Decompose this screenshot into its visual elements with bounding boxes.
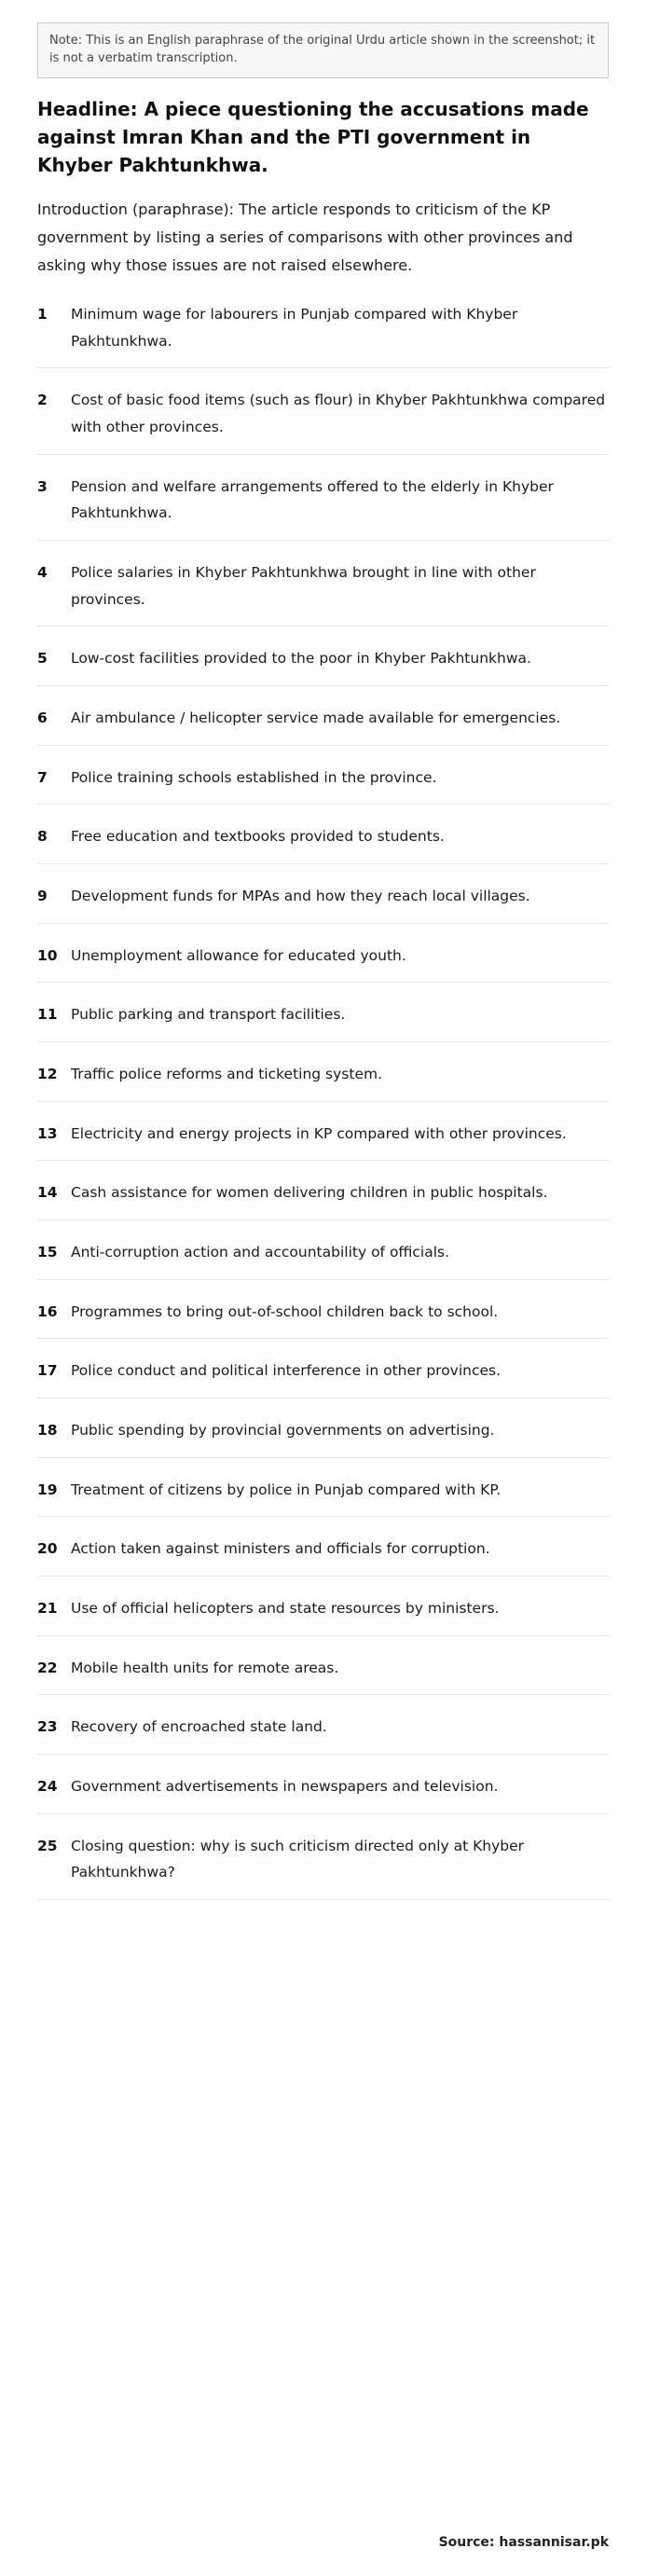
list-item [37,943,609,984]
item-number: 22 [37,1659,58,1676]
item-number: 21 [37,1599,58,1617]
list-item [37,1417,609,1458]
item-number: 7 [37,768,48,786]
item-text: Unemployment allowance for educated youth. [71,946,406,964]
list-item [37,1357,609,1398]
item-text: Anti-corruption action and accountability of officials. [71,1243,450,1260]
item-text: Public parking and transport facilities. [71,1006,346,1024]
item-number: 16 [37,1302,58,1320]
item-number: 23 [37,1718,58,1736]
source-line: Source: hassannisar.pk [438,2535,609,2550]
list-item [37,1179,609,1220]
list-item [37,1299,609,1340]
item-text: Recovery of encroached state land. [71,1718,327,1736]
item-text: Closing question: why is such criticism directed only at Khyber Pakhtunkhwa? [71,1837,525,1881]
list-item [37,559,609,627]
item-text: Mobile health units for remote areas. [71,1659,339,1676]
item-number: 19 [37,1481,58,1498]
item-text: Low-cost facilities provided to the poor in Khyber Pakhtunkhwa. [71,650,531,668]
item-text: Public spending by provincial governments on advertising. [71,1421,495,1439]
item-text: Police salaries in Khyber Pakhtunkhwa brought in line with other provinces. [71,563,536,608]
item-number: 13 [37,1124,58,1142]
item-number: 8 [37,828,48,846]
item-text: Traffic police reforms and ticketing system. [71,1065,383,1082]
list-item [37,1773,609,1814]
item-text: Pension and welfare arrangements offered to the elderly in Khyber Pakhtunkhwa. [71,477,554,522]
item-number: 17 [37,1362,58,1380]
article-page [37,22,609,2550]
list-item [37,1239,609,1280]
article-headline: Headline: A piece questioning the accusations made against Imran Khan and the PTI government in Khyber Pakhtunkhwa. [37,97,589,176]
item-text: Air ambulance / helicopter service made available for emergencies. [71,709,561,726]
item-number: 5 [37,650,48,668]
item-text: Action taken against ministers and officials for corruption. [71,1540,490,1558]
item-text: Government advertisements in newspapers and television. [71,1778,499,1795]
item-number: 10 [37,946,58,964]
list-item [37,1655,609,1696]
item-text: Treatment of citizens by police in Punjab compared with KP. [71,1481,502,1498]
item-number: 12 [37,1065,58,1082]
item-number: 18 [37,1421,58,1439]
item-text: Cash assistance for women delivering children in public hospitals. [71,1184,548,1202]
item-text: Use of official helicopters and state resources by ministers. [71,1599,500,1617]
item-number: 11 [37,1006,58,1024]
list-item [37,1477,609,1518]
item-number: 24 [37,1778,58,1795]
paraphrase-notice: Note: This is an English paraphrase of the original Urdu article shown in the screenshot; it is not a verbatim transcription. [37,22,609,78]
item-text: Electricity and energy projects in KP compared with other provinces. [71,1124,567,1142]
list-item [37,645,609,686]
list-item [37,1595,609,1636]
list-item [37,1833,609,1900]
list-item [37,474,609,541]
list-item [37,705,609,746]
list-item [37,301,609,368]
item-number: 4 [37,563,48,581]
item-number: 14 [37,1184,58,1202]
item-number: 20 [37,1540,58,1558]
item-list [37,301,609,2518]
item-text: Programmes to bring out-of-school children back to school. [71,1302,499,1320]
item-number: 3 [37,477,48,495]
item-number: 9 [37,887,48,904]
item-number: 15 [37,1243,58,1260]
list-item [37,1121,609,1162]
item-number: 2 [37,392,48,409]
item-text: Police conduct and political interference in other provinces. [71,1362,502,1380]
list-item [37,823,609,864]
list-item [37,1061,609,1102]
item-number: 6 [37,709,48,726]
item-text: Development funds for MPAs and how they reach local villages. [71,887,530,904]
list-item [37,1001,609,1042]
article-intro: Introduction (paraphrase): The article responds to criticism of the KP government by listing a series of comparisons with other provinces and asking why those issues are not raised elsewhere. [37,200,573,275]
list-item [37,1536,609,1577]
list-item [37,765,609,806]
item-text: Cost of basic food items (such as flour) in Khyber Pakhtunkhwa compared with other provinces. [71,392,606,435]
item-text: Minimum wage for labourers in Punjab compared with Khyber Pakhtunkhwa. [71,305,518,350]
item-number: 25 [37,1837,58,1854]
list-item [37,883,609,924]
item-number: 1 [37,305,48,323]
list-item [37,387,609,454]
list-item [37,1714,609,1755]
item-text: Police training schools established in the province. [71,768,437,786]
item-text: Free education and textbooks provided to students. [71,828,445,846]
